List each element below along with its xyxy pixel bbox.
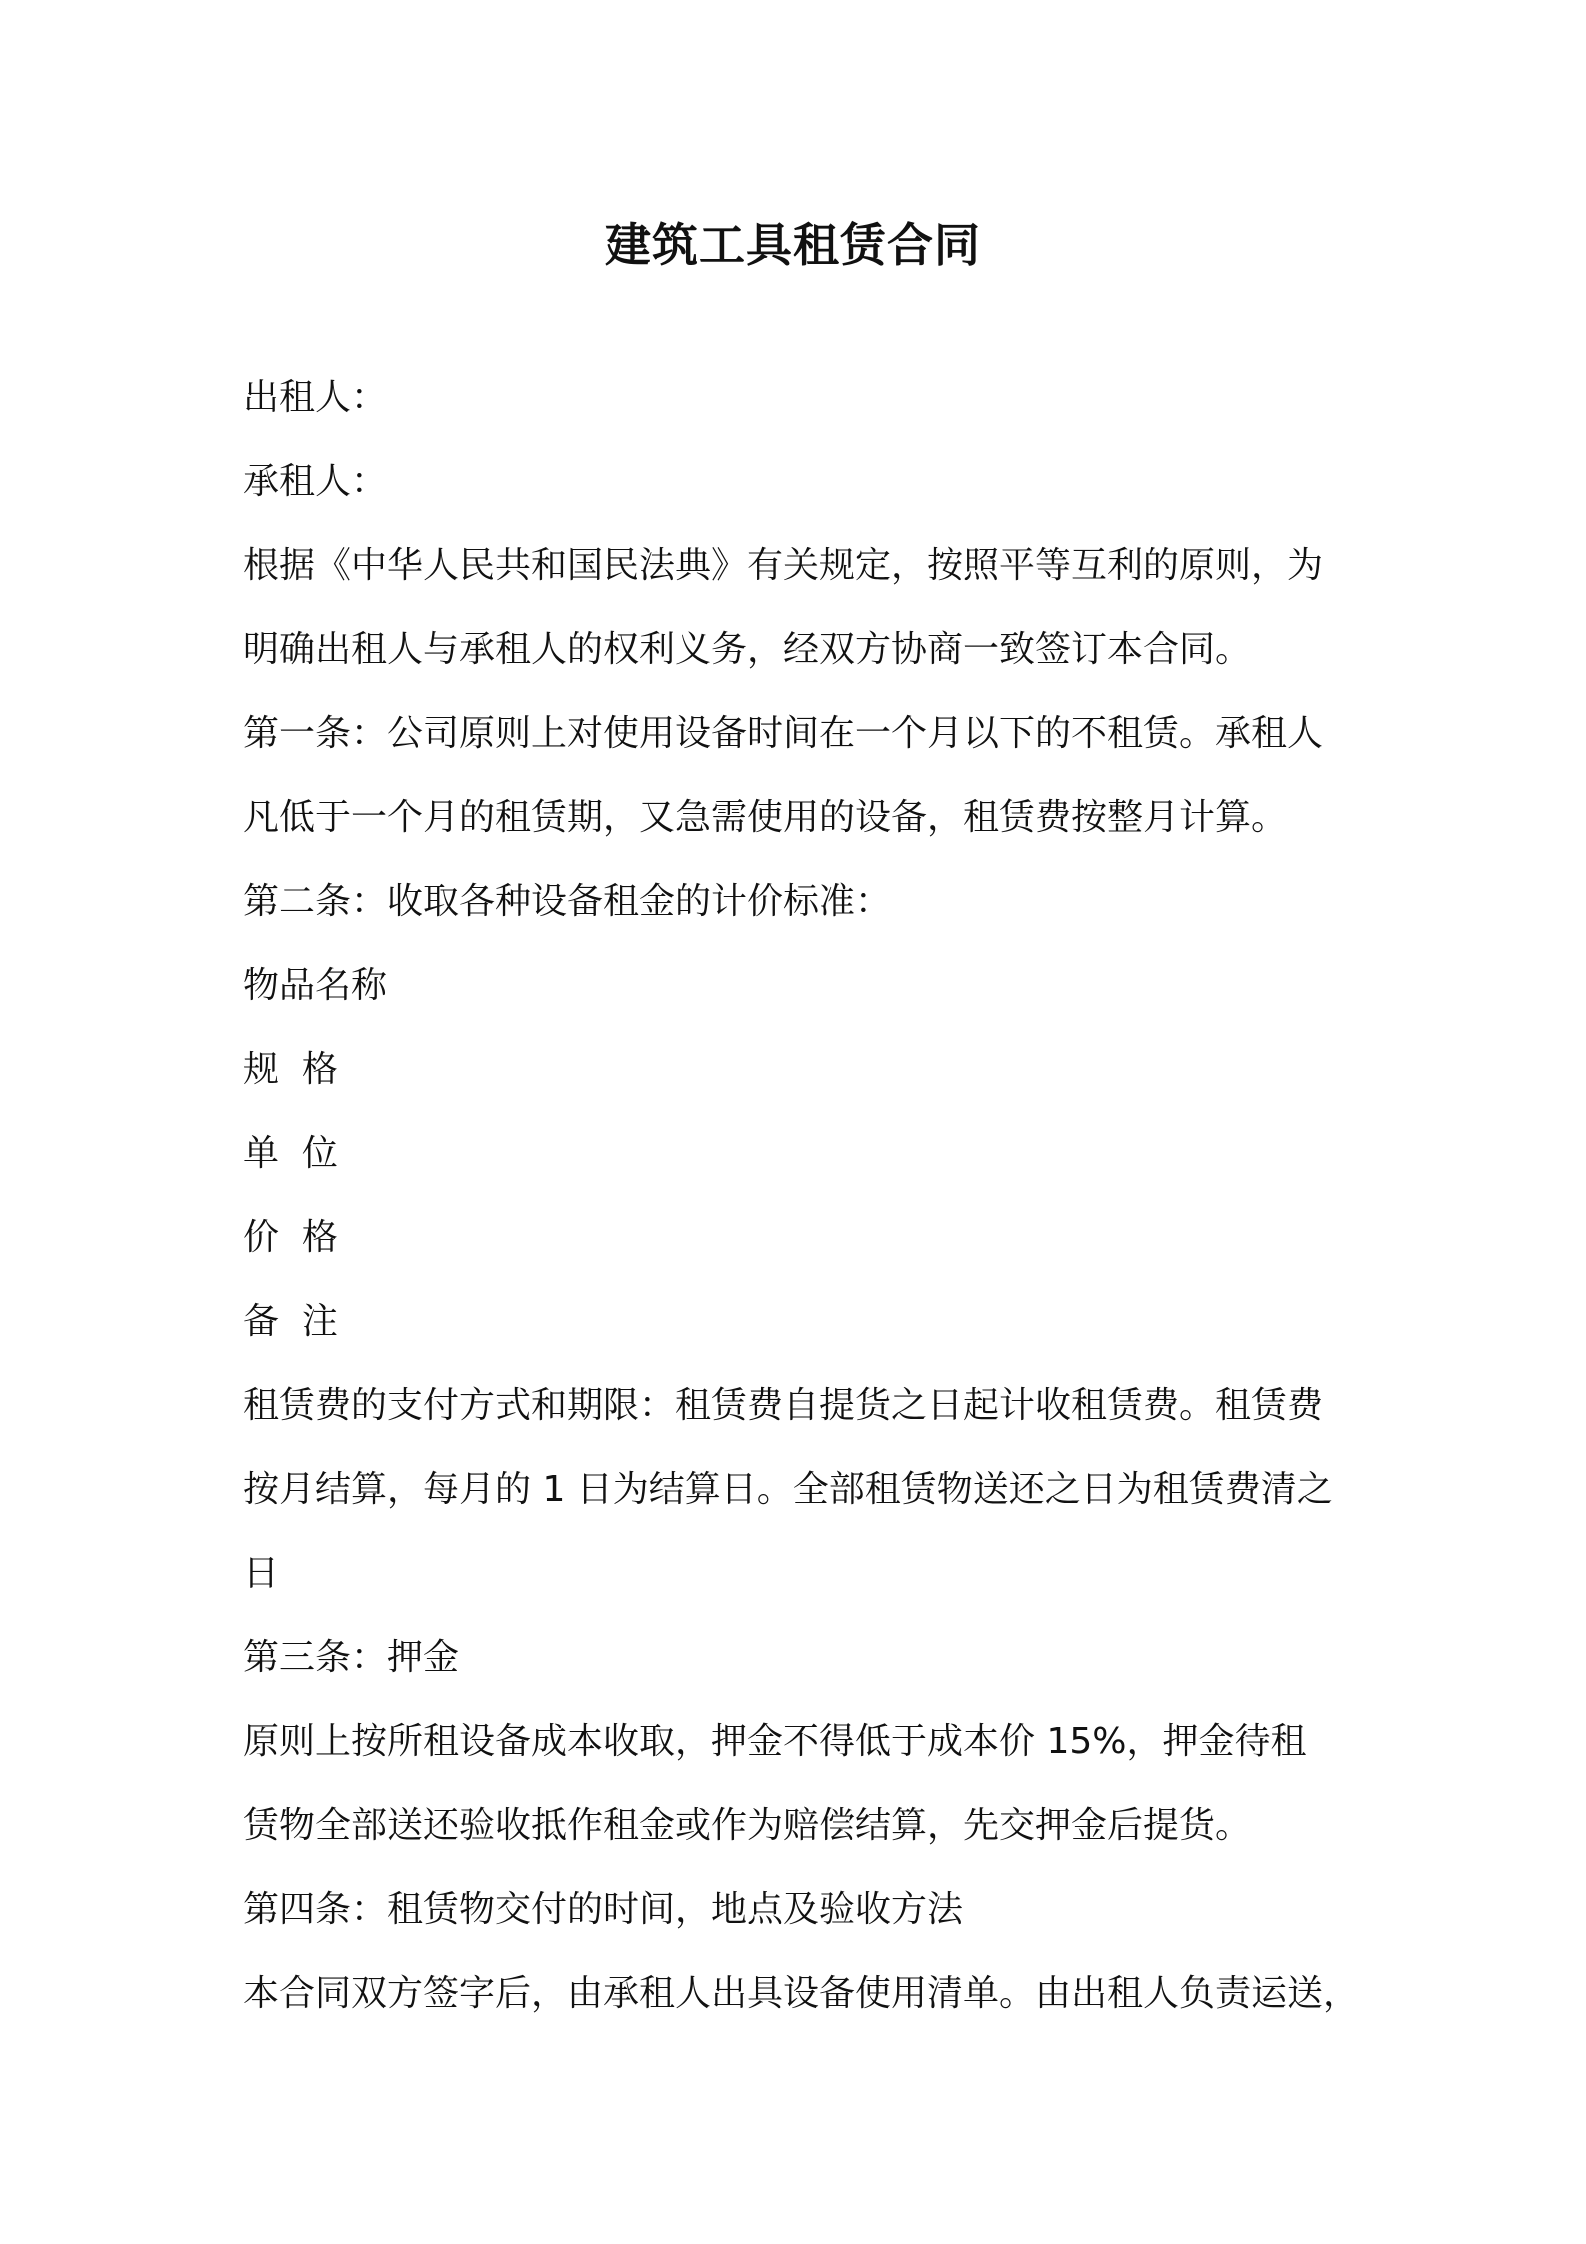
- document-title: 建筑工具租赁合同: [605, 218, 981, 272]
- contract-body: [243, 356, 1358, 2036]
- article-4-heading: 第四条：租赁物交付的时间，地点及验收方法: [243, 1889, 964, 1930]
- lessor-line: 出租人：: [243, 377, 388, 418]
- payment-line-1: 租赁费的支付方式和期限：租赁费自提货之日起计收租赁费。租赁费: [243, 1385, 1324, 1426]
- unit-label: 单 位: [243, 1133, 338, 1174]
- item-name-label: 物品名称: [243, 965, 388, 1006]
- deposit-line-1: 原则上按所租设备成本收取，押金不得低于成本价 15%，押金待租: [243, 1721, 1307, 1762]
- article-2-heading: 第二条：收取各种设备租金的计价标准：: [243, 881, 892, 922]
- deposit-line-2: 赁物全部送还验收抵作租金或作为赔偿结算，先交押金后提货。: [243, 1805, 1252, 1846]
- preamble-line-2: 明确出租人与承租人的权利义务，经双方协商一致签订本合同。: [243, 629, 1252, 670]
- preamble-line-1: 根据《中华人民共和国民法典》有关规定，按照平等互利的原则，为: [243, 545, 1324, 586]
- spec-label: 规 格: [243, 1049, 338, 1090]
- delivery-line-1: 本合同双方签字后，由承租人出具设备使用清单。由出租人负责运送，: [243, 1973, 1360, 2014]
- payment-line-3: 日: [243, 1553, 280, 1594]
- article-3-heading: 第三条：押金: [243, 1637, 460, 1678]
- lessee-line: 承租人：: [243, 461, 388, 502]
- article-1-line-1: 第一条：公司原则上对使用设备时间在一个月以下的不租赁。承租人: [243, 713, 1324, 754]
- article-1-line-2: 凡低于一个月的租赁期，又急需使用的设备，租赁费按整月计算。: [243, 797, 1288, 838]
- remarks-label: 备 注: [243, 1301, 338, 1342]
- payment-line-2: 按月结算，每月的 1 日为结算日。全部租赁物送还之日为租赁费清之: [243, 1469, 1333, 1510]
- price-label: 价 格: [243, 1217, 338, 1258]
